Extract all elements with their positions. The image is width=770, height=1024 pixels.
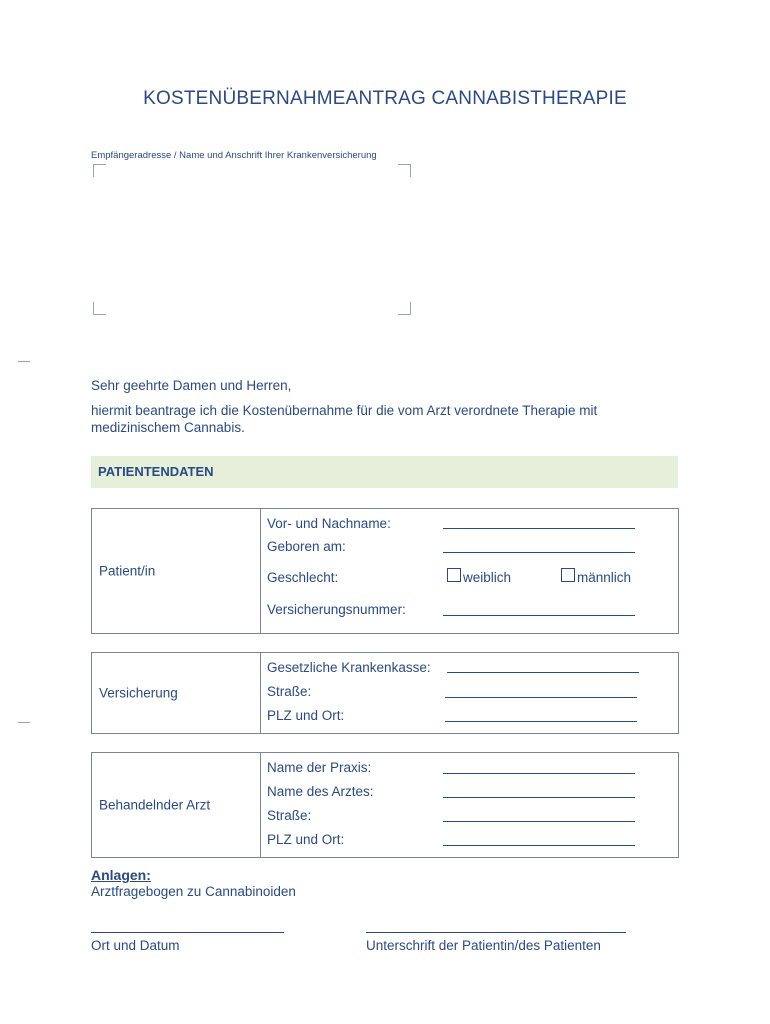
address-corner-mark xyxy=(93,164,106,177)
doctor-city-input-line[interactable] xyxy=(443,845,635,846)
male-checkbox[interactable] xyxy=(561,568,575,582)
name-input-line[interactable] xyxy=(443,528,635,529)
greeting: Sehr geehrte Damen und Herren, xyxy=(91,378,292,393)
place-date-label: Ort und Datum xyxy=(91,938,180,953)
name-label: Vor- und Nachname: xyxy=(267,516,391,531)
signature-label: Unterschrift der Patientin/des Patienten xyxy=(366,938,601,953)
insurance-city-label: PLZ und Ort: xyxy=(267,708,345,723)
attachments-heading: Anlagen: xyxy=(91,867,151,883)
birthdate-input-line[interactable] xyxy=(443,552,635,553)
recipient-address-label: Empfängeradresse / Name und Anschrift Ihrer Krankenversicherung xyxy=(91,150,377,161)
doctor-name-input-line[interactable] xyxy=(443,797,635,798)
health-fund-input-line[interactable] xyxy=(447,672,639,673)
doctor-city-label: PLZ und Ort: xyxy=(267,832,345,847)
insurance-street-input-line[interactable] xyxy=(445,697,637,698)
doctor-street-label: Straße: xyxy=(267,808,312,823)
doctor-street-input-line[interactable] xyxy=(443,821,635,822)
insurance-label: Versicherung xyxy=(99,685,178,701)
attachment-item: Arztfragebogen zu Cannabinoiden xyxy=(91,884,296,899)
intro-line-1: hiermit beantrage ich die Kostenübernahme für die vom Arzt verordnete Therapie mit xyxy=(91,403,598,418)
document-title: KOSTENÜBERNAHMEANTRAG CANNABISTHERAPIE xyxy=(143,88,627,109)
section-title: PATIENTENDATEN xyxy=(98,464,214,479)
signature-input-line[interactable] xyxy=(366,932,626,933)
insurance-street-label: Straße: xyxy=(267,684,312,699)
health-fund-label: Gesetzliche Krankenkasse: xyxy=(267,660,431,675)
gender-label: Geschlecht: xyxy=(267,570,339,585)
birthdate-label: Geboren am: xyxy=(267,539,346,554)
insurance-box-label-cell xyxy=(92,653,261,733)
doctor-box-label-cell xyxy=(92,753,261,857)
female-option-label: weiblich xyxy=(463,570,512,585)
patient-box-label-cell xyxy=(92,509,261,633)
fold-mark xyxy=(18,722,30,723)
address-corner-mark xyxy=(93,302,106,315)
doctor-label: Behandelnder Arzt xyxy=(99,797,211,813)
insurance-city-input-line[interactable] xyxy=(445,721,637,722)
insurance-number-label: Versicherungsnummer: xyxy=(267,602,406,617)
doctor-box xyxy=(91,752,679,858)
insurance-number-input-line[interactable] xyxy=(443,615,635,616)
female-checkbox[interactable] xyxy=(447,568,461,582)
address-corner-mark xyxy=(398,164,411,177)
practice-name-input-line[interactable] xyxy=(443,773,635,774)
patient-label: Patient/in xyxy=(99,563,156,579)
intro-line-2: medizinischem Cannabis. xyxy=(91,420,245,435)
male-option-label: männlich xyxy=(577,570,632,585)
doctor-name-label: Name des Arztes: xyxy=(267,784,374,799)
section-header-patientendaten xyxy=(91,456,678,488)
address-corner-mark xyxy=(398,302,411,315)
recipient-address-field[interactable] xyxy=(93,164,410,314)
place-date-input-line[interactable] xyxy=(91,932,284,933)
fold-mark xyxy=(18,361,30,362)
practice-name-label: Name der Praxis: xyxy=(267,760,372,775)
